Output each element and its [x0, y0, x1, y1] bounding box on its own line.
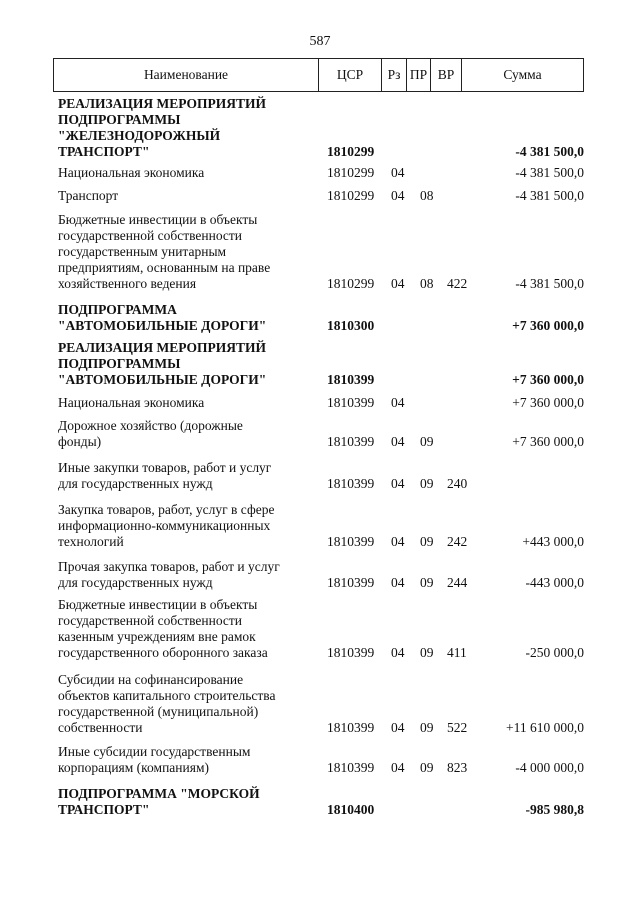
- row-csr: 1810399: [327, 720, 375, 735]
- row-pr: 08: [420, 276, 434, 291]
- row-rz: 04: [391, 165, 405, 180]
- row-vr: 244: [447, 575, 468, 590]
- table-row: [0, 302, 640, 334]
- row-name: ПОДПРОГРАММА "МОРСКОЙ ТРАНСПОРТ": [58, 786, 260, 817]
- row-vr: 240: [447, 476, 468, 491]
- row-pr: 08: [420, 188, 434, 203]
- row-name: Прочая закупка товаров, работ и услуг для государственных нужд: [58, 559, 280, 590]
- row-sum: -985 980,8: [525, 802, 584, 817]
- table-row: [0, 395, 640, 411]
- row-csr: 1810399: [327, 372, 375, 387]
- row-vr: 823: [447, 760, 468, 775]
- row-name: Транспорт: [58, 188, 119, 203]
- row-csr: 1810300: [327, 318, 375, 333]
- row-csr: 1810299: [327, 165, 375, 180]
- table-row: [0, 559, 640, 591]
- row-sum: +11 610 000,0: [506, 720, 584, 735]
- row-sum: +7 360 000,0: [512, 372, 584, 387]
- row-csr: 1810299: [327, 188, 375, 203]
- row-rz: 04: [391, 575, 405, 590]
- row-csr: 1810399: [327, 476, 375, 491]
- row-sum: +7 360 000,0: [512, 395, 584, 410]
- row-name: РЕАЛИЗАЦИЯ МЕРОПРИЯТИЙ ПОДПРОГРАММЫ "АВТОМОБИЛЬНЫЕ ДОРОГИ": [58, 340, 267, 387]
- row-sum: +7 360 000,0: [512, 318, 584, 333]
- row-name: ПОДПРОГРАММА "АВТОМОБИЛЬНЫЕ ДОРОГИ": [58, 302, 267, 333]
- row-rz: 04: [391, 645, 405, 660]
- row-pr: 09: [420, 575, 434, 590]
- row-name: Национальная экономика: [58, 395, 205, 410]
- row-name: Иные закупки товаров, работ и услуг для государственных нужд: [58, 460, 272, 491]
- row-csr: 1810399: [327, 434, 375, 449]
- table-row: [0, 502, 640, 550]
- row-sum: -250 000,0: [525, 645, 584, 660]
- row-csr: 1810399: [327, 645, 375, 660]
- table-row: [0, 786, 640, 818]
- row-vr: 422: [447, 276, 468, 291]
- table-row: [0, 165, 640, 181]
- row-pr: 09: [420, 720, 434, 735]
- row-sum: -4 381 500,0: [515, 276, 584, 291]
- header-sum: Сумма: [461, 59, 583, 91]
- row-name: Иные субсидии государственным корпорациям (компаниям): [58, 744, 251, 775]
- row-csr: 1810399: [327, 534, 375, 549]
- row-rz: 04: [391, 534, 405, 549]
- row-rz: 04: [391, 476, 405, 491]
- row-pr: 09: [420, 434, 434, 449]
- table-row: [0, 212, 640, 292]
- row-name: Дорожное хозяйство (дорожные фонды): [58, 418, 243, 449]
- row-csr: 1810400: [327, 802, 375, 817]
- page-number: 587: [309, 34, 331, 49]
- row-name: Национальная экономика: [58, 165, 205, 180]
- row-csr: 1810299: [327, 276, 375, 291]
- row-sum: -443 000,0: [525, 575, 584, 590]
- row-vr: 522: [447, 720, 468, 735]
- row-rz: 04: [391, 720, 405, 735]
- row-sum: -4 381 500,0: [515, 165, 584, 180]
- table-header: [53, 58, 584, 92]
- row-rz: 04: [391, 434, 405, 449]
- row-rz: 04: [391, 276, 405, 291]
- row-sum: -4 381 500,0: [515, 144, 584, 159]
- header-pr: ПР: [406, 59, 430, 91]
- row-vr: 242: [447, 534, 468, 549]
- header-csr: ЦСР: [318, 59, 381, 91]
- header-name: Наименование: [143, 67, 229, 82]
- row-rz: 04: [391, 188, 405, 203]
- header-vr: ВР: [430, 59, 461, 91]
- row-csr: 1810399: [327, 760, 375, 775]
- row-csr: 1810399: [327, 395, 375, 410]
- table-row: [0, 96, 640, 160]
- table-row: [0, 672, 640, 736]
- row-sum: +443 000,0: [522, 534, 584, 549]
- row-name: Субсидии на софинансирование объектов капитального строительства государственной (муниципальной) собственности: [58, 672, 276, 735]
- table-row: [0, 418, 640, 450]
- row-name: Бюджетные инвестиции в объекты государственной собственности государственным унитарным предприятиям, основанным на праве хозяйственного ведения: [58, 212, 271, 291]
- table-row: [0, 188, 640, 204]
- table-row: [0, 597, 640, 661]
- table-row: [0, 460, 640, 492]
- row-name: Бюджетные инвестиции в объекты государственной собственности казенным учреждениям вне рамок государственного оборонного заказа: [58, 597, 268, 660]
- row-vr: 411: [447, 645, 467, 660]
- row-csr: 1810399: [327, 575, 375, 590]
- row-csr: 1810299: [327, 144, 375, 159]
- table-row: [0, 744, 640, 776]
- row-sum: -4 381 500,0: [515, 188, 584, 203]
- header-rz: Рз: [381, 59, 406, 91]
- row-pr: 09: [420, 760, 434, 775]
- row-pr: 09: [420, 476, 434, 491]
- row-pr: 09: [420, 645, 434, 660]
- table-row: [0, 340, 640, 388]
- row-pr: 09: [420, 534, 434, 549]
- row-name: РЕАЛИЗАЦИЯ МЕРОПРИЯТИЙ ПОДПРОГРАММЫ "ЖЕЛЕЗНОДОРОЖНЫЙ ТРАНСПОРТ": [58, 96, 266, 159]
- row-rz: 04: [391, 760, 405, 775]
- row-rz: 04: [391, 395, 405, 410]
- row-name: Закупка товаров, работ, услуг в сфере информационно-коммуникационных технологий: [58, 502, 275, 549]
- row-sum: +7 360 000,0: [512, 434, 584, 449]
- row-sum: -4 000 000,0: [515, 760, 584, 775]
